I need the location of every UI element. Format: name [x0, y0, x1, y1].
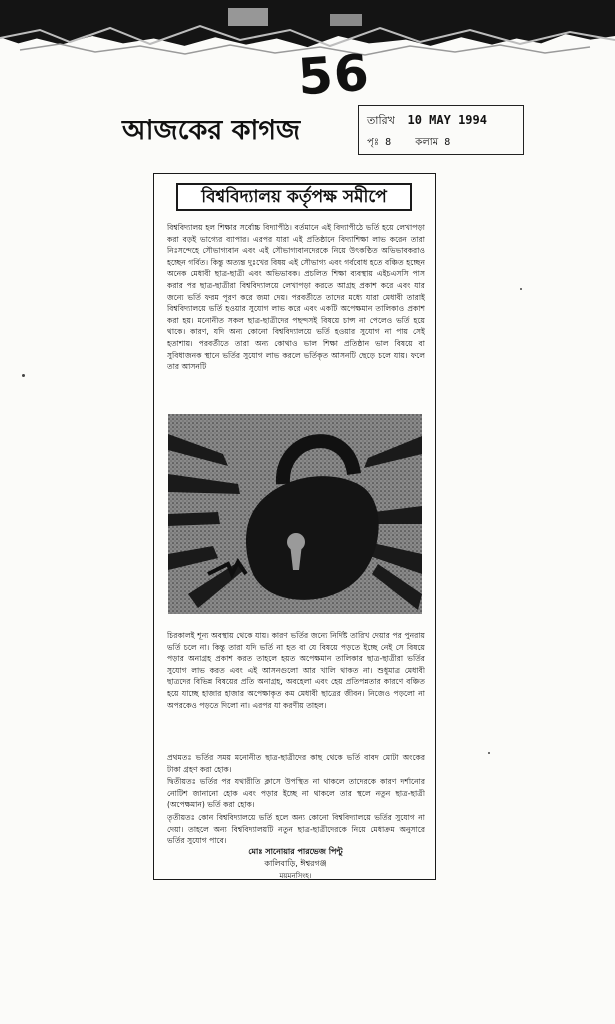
column-value: 8: [444, 137, 451, 148]
scan-speck: [520, 288, 522, 290]
scan-speck: [488, 752, 490, 754]
scan-speck: [22, 374, 25, 377]
date-value: 10 MAY 1994: [407, 113, 487, 127]
article-paragraph-5: তৃতীয়তঃ কোন বিশ্ববিদ্যালয়ে ভর্তি হলে অন্য কোনো বিশ্ববিদ্যালয়ে ভর্তির সুযোগ না দেয়া। তাহলে অন্য বিশ্ববিদ্যালয়টি নতুন ছাত্র-ছাত্রীদেরকে নিয়ে মেধাক্রম অনুসারে ভর্তির সুযোগ পাবে।: [167, 813, 425, 846]
padlock-icon: [168, 414, 422, 614]
author-address-line-2: ময়মনসিংহ।: [279, 872, 312, 880]
padlock-illustration: [168, 414, 422, 614]
handwritten-page-number: 56: [296, 43, 372, 107]
date-stamp: [358, 105, 524, 155]
author-address-line-1: কালিবাড়ি, ঈশ্বরগঞ্জ: [264, 859, 327, 868]
article-paragraph-1: বিশ্ববিদ্যালয় হল শিক্ষার সর্বোচ্চ বিদ্যাপীঠ। বর্তমানে এই বিদ্যাপীঠে ভর্তি হয়ে লেখাপড়া করা বড়ই ভাগ্যের ব্যাপার। এরপর যারা এই প্রতিষ্ঠানে বিদ্যাশিক্ষা লাভ করেন তারা নিঃসন্দেহে সৌভাগ্যবান এবং এই সৌভাগ্যবানদেরকে নিয়ে উৎকণ্ঠিত অভিভাবকরাও হচ্ছেন গর্বিত। কিন্তু অত্যন্ত দুঃখের বিষয় এই সৌভাগ্য এবং গর্ববোধ হতে বঞ্চিত হচ্ছেন অনেক মেধাবী ছাত্র-ছাত্রী এবং অভিভাবক। প্রচলিত শিক্ষা ব্যবস্থায় এইচএসসি পাস করার পর ছাত্র-ছাত্রীরা বিশ্ববিদ্যালয়ে লেখাপড়া করতে আগ্রহ প্রকাশ করে এবং যার জন্যে ভর্তি ফরম পূরণ করে জমা দেয়। পরবর্তীতে তাদের মধ্যে যারা মেধাবী তারাই বিশ্ববিদ্যালয়ে ভর্তি হওয়ার সুযোগ লাভ করে এবং একটি অপেক্ষমান তালিকাও প্রকাশ করা হয়। মনোনীত সকল ছাত্র-ছাত্রীদের পছন্দসই বিষয়ে চান্স না পেলেও ভর্তি হয়ে থাকে। কারণ, যদি অন্য কোনো বিশ্ববিদ্যালয়ে ভর্তি হওয়ার সুযোগ না পায় সেই হতাশায়। পরবর্তীতে তারা অন্য কোথাও ভাল শিক্ষা প্রতিষ্ঠান ভাল বিষয়ে বা সুবিধাজনক স্থানে ভর্তির সুযোগ লাভ করলে ভর্তিকৃত আসনটি ছেড়ে চলে যায়। ফলে তার আসনটি: [167, 223, 425, 372]
page-label: পৃঃ: [367, 137, 380, 148]
article-paragraph-3: প্রথমতঃ ভর্তির সময় মনোনীত ছাত্র-ছাত্রীদের কাছ থেকে ভর্তি বাবদ মোটা অংকের টাকা গ্রহণ করা হোক।: [167, 753, 425, 774]
date-label: তারিখ: [367, 114, 395, 127]
article-paragraph-2: চিরকালই শূন্য অবস্থায় থেকে যায়। কারণ ভর্তির জন্যে নির্দিষ্ট তারিখ দেয়ার পর পুনরায় ভর্তি চলে না। কিন্তু তারা যদি ভর্তি না হত বা যে বিষয়ে পড়তে ইচ্ছে নেই সে বিষয়ে পড়ার অনাগ্রহ প্রকাশ করত তাহলে হয়ত অপেক্ষমান তালিকার ছাত্র-ছাত্রীরা ভর্তির সুযোগ লাভ করত এবং এই আসনগুলো আর খালি থাকত না। শুধুমাত্র মেধাবী ছাত্রদের বিভিন্ন বিষয়ের প্রতি অনাগ্রহ, অবহেলা এবং হেয় প্রতিপন্নতার কারণে বঞ্চিত হয়ে যাচ্ছে হাজার হাজার অপেক্ষাকৃত কম মেধাবী ছাত্রের জীবন। নিজেও পড়লো না অপরকেও পড়তে দিলো না। এরপর যা করণীয় তাহল।: [167, 631, 425, 710]
article-paragraph-4: দ্বিতীয়তঃ ভর্তির পর যথারীতি ক্লাসে উপস্থিত না থাকলে তাদেরকে কারণ দর্শানোর নোটিশ জানানো হোক এবং পড়ার ইচ্ছে না থাকলে তার স্থলে নতুন ছাত্র-ছাত্রী (অপেক্ষমান) ভর্তি করা হোক।: [167, 777, 425, 810]
newspaper-masthead: আজকের কাগজ: [122, 115, 301, 146]
newspaper-clipping: [153, 173, 436, 880]
article-title: বিশ্ববিদ্যালয় কর্তৃপক্ষ সমীপে: [176, 183, 412, 211]
author-name: মোঃ সানোয়ার পারভেজ পিন্টু: [248, 847, 343, 856]
page-value: 8: [385, 137, 392, 148]
column-label: কলাম: [415, 137, 439, 148]
